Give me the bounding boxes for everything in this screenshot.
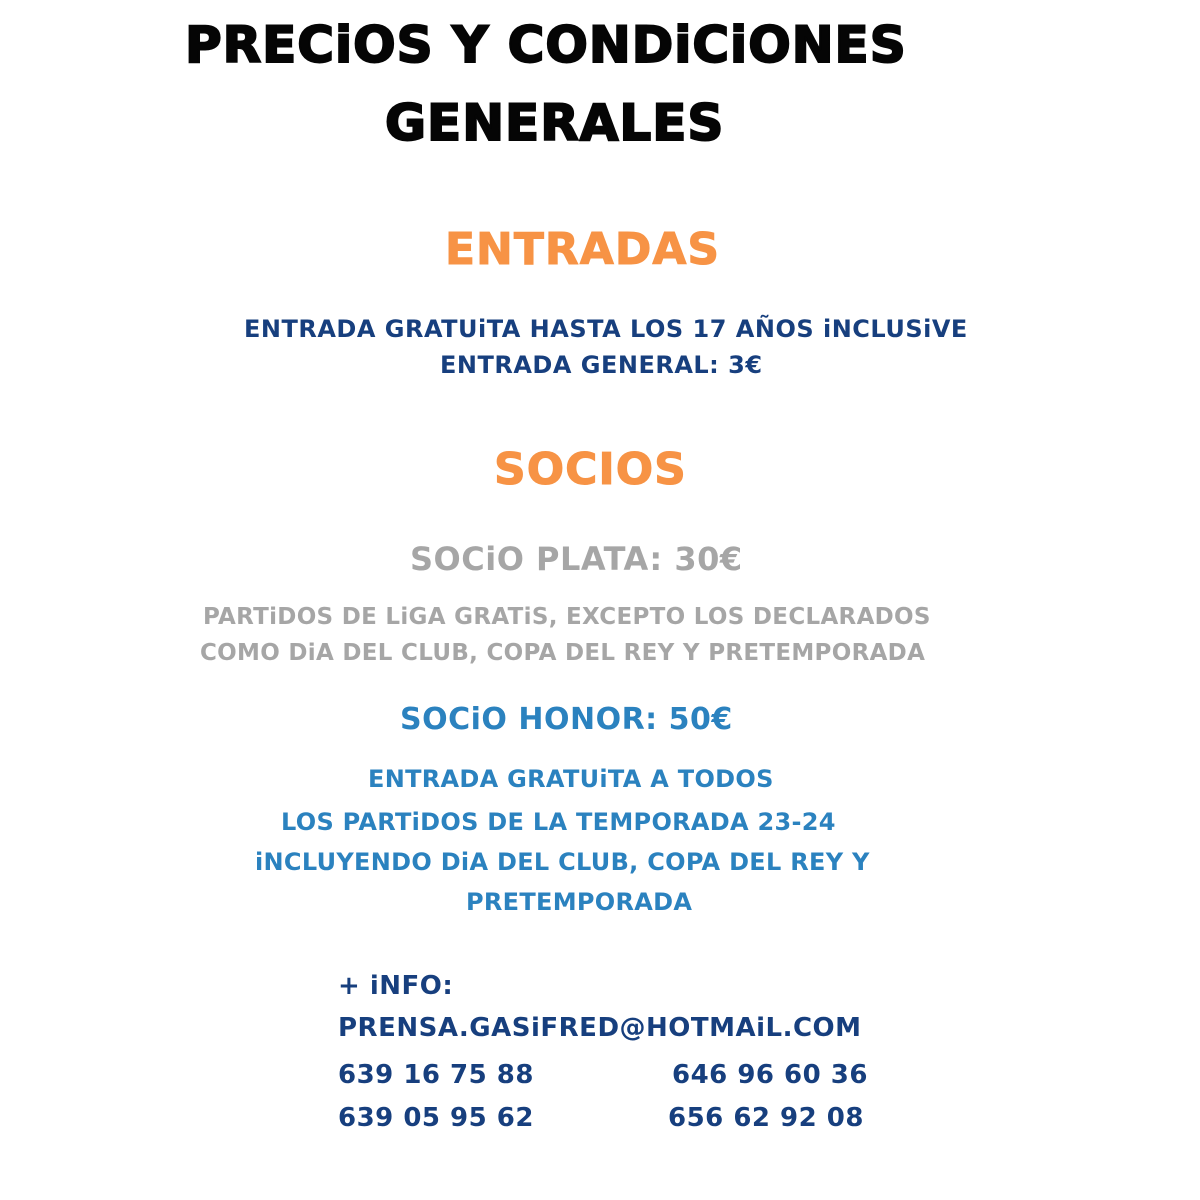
phone-number[interactable]: 639 05 95 62 — [338, 1103, 534, 1133]
phone-number[interactable]: 639 16 75 88 — [338, 1060, 534, 1090]
info-email[interactable]: PRENSA.GASiFRED@HOTMAiL.COM — [338, 1013, 862, 1043]
socio-plata-line-2: COMO DiA DEL CLUB, COPA DEL REY Y PRETEMPORADA — [200, 640, 926, 666]
socio-honor-line-3: iNCLUYENDO DiA DEL CLUB, COPA DEL REY Y — [255, 848, 870, 876]
socio-honor-line-4: PRETEMPORADA — [466, 888, 693, 916]
entradas-free-line: ENTRADA GRATUiTA HASTA LOS 17 AÑOS iNCLUSiVE — [244, 315, 968, 343]
socio-honor-line-1: ENTRADA GRATUiTA A TODOS — [368, 765, 774, 793]
page-title-line-2: GENERALES — [385, 94, 725, 152]
socio-plata-heading: SOCiO PLATA: 30€ — [410, 540, 743, 578]
socio-honor-heading: SOCiO HONOR: 50€ — [400, 702, 733, 737]
socio-honor-line-2: LOS PARTiDOS DE LA TEMPORADA 23-24 — [281, 808, 836, 836]
page-title-line-1: PRECiOS Y CONDiCiONES — [185, 16, 907, 74]
phone-number[interactable]: 646 96 60 36 — [672, 1060, 868, 1090]
entradas-heading: ENTRADAS — [445, 224, 721, 275]
entradas-general-line: ENTRADA GENERAL: 3€ — [440, 351, 763, 379]
socios-heading: SOCIOS — [494, 444, 687, 495]
phone-number[interactable]: 656 62 92 08 — [668, 1103, 864, 1133]
socio-plata-line-1: PARTiDOS DE LiGA GRATiS, EXCEPTO LOS DECLARADOS — [203, 604, 931, 630]
info-label: + iNFO: — [338, 971, 454, 1001]
